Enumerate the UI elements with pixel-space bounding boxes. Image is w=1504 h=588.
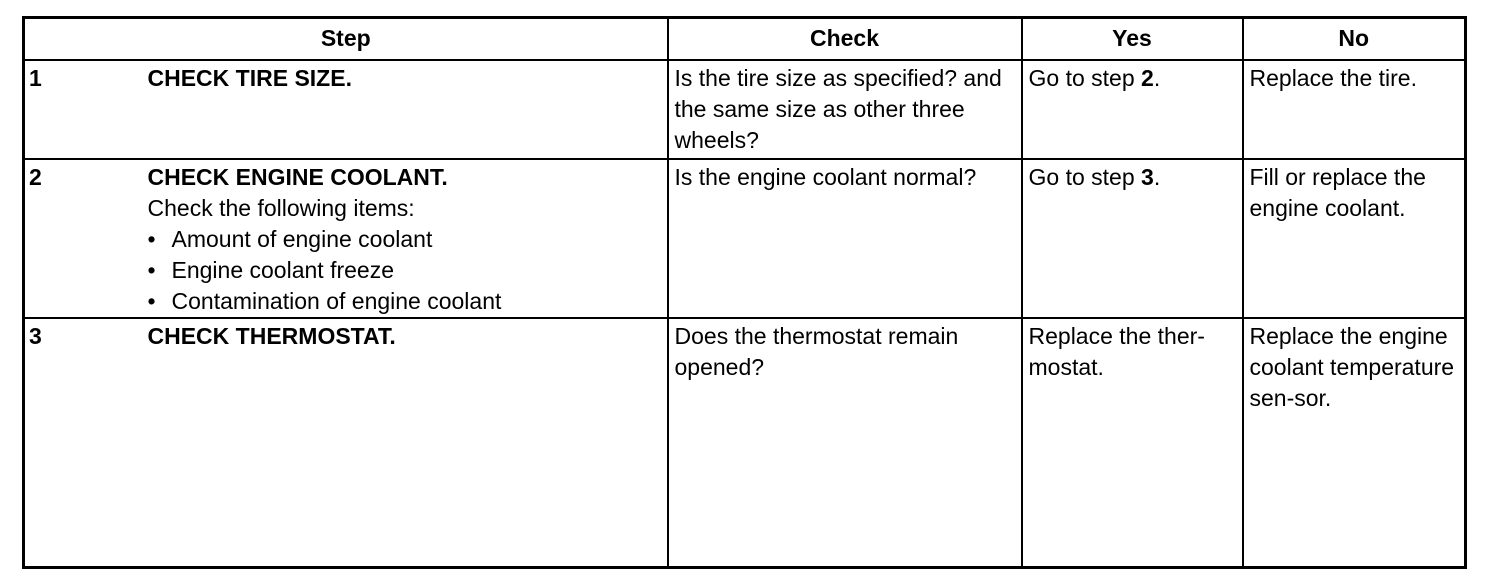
check-question: Is the engine coolant normal? bbox=[668, 159, 1022, 318]
yes-suffix: . bbox=[1153, 64, 1161, 91]
yes-action: Replace the ther-mostat. bbox=[1022, 318, 1243, 568]
step-description bbox=[146, 60, 668, 159]
step-title: CHECK ENGINE COOLANT. bbox=[147, 163, 448, 190]
step-number: 1 bbox=[24, 60, 146, 159]
table-row bbox=[24, 60, 1466, 159]
header-step: Step bbox=[24, 18, 668, 60]
step-number: 3 bbox=[24, 318, 146, 568]
yes-action bbox=[1022, 60, 1243, 159]
yes-step-ref: 2 bbox=[1141, 64, 1154, 91]
header-yes: Yes bbox=[1022, 18, 1243, 60]
check-items-list bbox=[148, 224, 661, 317]
no-action: Replace the engine coolant temperature sen-sor. bbox=[1243, 318, 1466, 568]
step-description bbox=[146, 159, 668, 318]
list-item: • Contamination of engine coolant bbox=[148, 286, 661, 317]
header-no: No bbox=[1243, 18, 1466, 60]
step-title: CHECK TIRE SIZE. bbox=[147, 64, 352, 91]
yes-prefix: Go to step bbox=[1028, 163, 1142, 190]
list-item: • Engine coolant freeze bbox=[148, 255, 661, 286]
no-action: Replace the tire. bbox=[1243, 60, 1466, 159]
yes-suffix: . bbox=[1153, 163, 1161, 190]
step-number: 2 bbox=[24, 159, 146, 318]
diagnostic-table bbox=[22, 16, 1467, 569]
yes-action bbox=[1022, 159, 1243, 318]
table-row bbox=[24, 159, 1466, 318]
check-question: Does the thermostat remain opened? bbox=[668, 318, 1022, 568]
step-intro: Check the following items: bbox=[147, 194, 415, 221]
check-question: Is the tire size as specified? and the same size as other three wheels? bbox=[668, 60, 1022, 159]
yes-prefix: Go to step bbox=[1028, 64, 1142, 91]
step-description bbox=[146, 318, 668, 568]
table-header-row bbox=[24, 18, 1466, 60]
header-check: Check bbox=[668, 18, 1022, 60]
step-title: CHECK THERMOSTAT. bbox=[147, 322, 396, 349]
list-item: • Amount of engine coolant bbox=[148, 224, 661, 255]
yes-step-ref: 3 bbox=[1141, 163, 1154, 190]
no-action: Fill or replace the engine coolant. bbox=[1243, 159, 1466, 318]
table-row bbox=[24, 318, 1466, 568]
